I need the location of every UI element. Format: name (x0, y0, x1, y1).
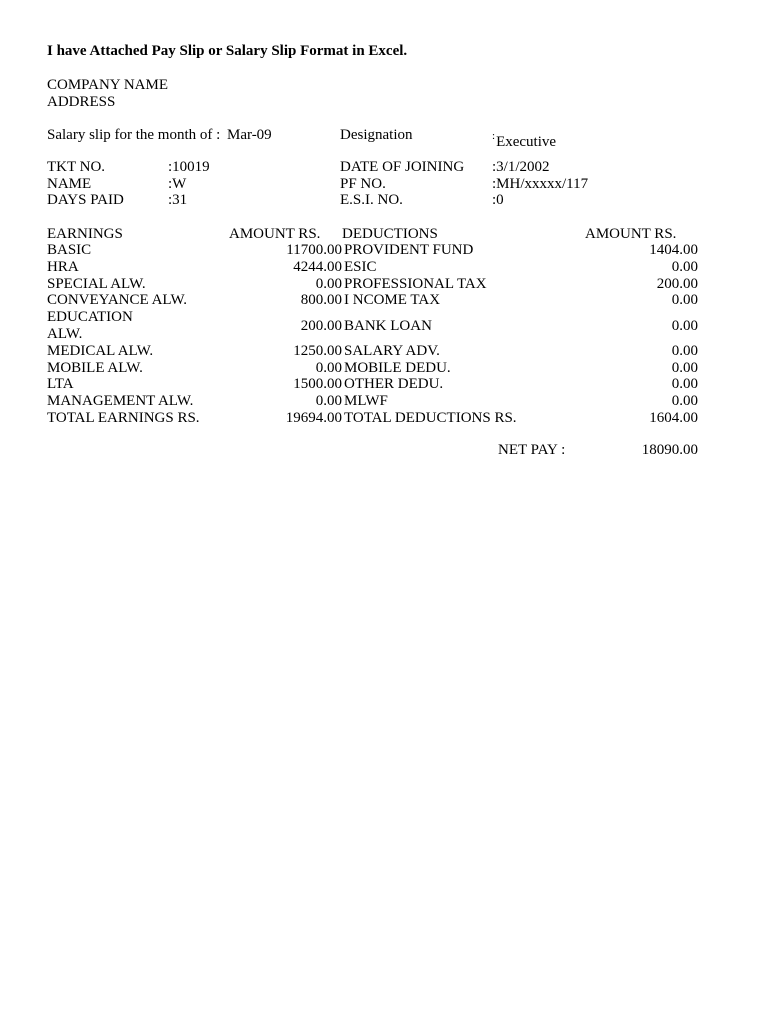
earning-amount: 4244.00 (293, 259, 342, 275)
deduction-label: PROFESSIONAL TAX (344, 276, 487, 292)
earnings-header: EARNINGS (47, 226, 123, 242)
earning-label: LTA (47, 376, 74, 392)
earning-amount: 0.00 (315, 393, 342, 409)
earning-label: SPECIAL ALW. (47, 276, 146, 292)
deductions-amount-header: AMOUNT RS. (585, 226, 677, 242)
total-earnings-amount: 19694.00 (285, 410, 342, 426)
deduction-label: OTHER DEDU. (344, 376, 444, 392)
company-address: ADDRESS (47, 94, 116, 110)
deduction-amount: 0.00 (671, 360, 698, 376)
period-label: Salary slip for the month of : (47, 127, 221, 143)
designation-text: Executive (496, 134, 557, 150)
deduction-label: BANK LOAN (344, 318, 432, 334)
net-pay-label: NET PAY : (498, 442, 566, 458)
esi-label: E.S.I. NO. (340, 192, 403, 208)
page-heading: I have Attached Pay Slip or Salary Slip Format in Excel. (47, 43, 408, 59)
deduction-label: MLWF (344, 393, 388, 409)
period-value: Mar-09 (227, 127, 272, 143)
net-pay-value: 18090.00 (641, 442, 698, 458)
earning-label-line2: ALW. (47, 326, 83, 342)
deduction-label: ESIC (344, 259, 377, 275)
earning-label: MANAGEMENT ALW. (47, 393, 194, 409)
deduction-amount: 0.00 (671, 318, 698, 334)
deductions-header: DEDUCTIONS (342, 226, 438, 242)
deduction-amount: 1404.00 (649, 242, 698, 258)
designation-value (492, 130, 557, 152)
earning-label: MOBILE ALW. (47, 360, 143, 376)
days-paid-label: DAYS PAID (47, 192, 124, 208)
designation-colon: : (492, 130, 496, 142)
name-label: NAME (47, 176, 92, 192)
deduction-label: I NCOME TAX (344, 292, 441, 308)
deduction-amount: 200.00 (656, 276, 698, 292)
doj-value: :3/1/2002 (492, 159, 550, 175)
earning-label: HRA (47, 259, 79, 275)
pf-value: :MH/xxxxx/117 (492, 176, 589, 192)
earnings-amount-header: AMOUNT RS. (229, 226, 321, 242)
earning-amount: 1250.00 (293, 343, 342, 359)
earning-amount: 11700.00 (286, 242, 342, 258)
earning-amount: 0.00 (315, 276, 342, 292)
total-deductions-label: TOTAL DEDUCTIONS RS. (344, 410, 517, 426)
total-deductions-amount: 1604.00 (649, 410, 698, 426)
esi-value: :0 (492, 192, 504, 208)
pf-label: PF NO. (340, 176, 386, 192)
earning-amount: 800.00 (300, 292, 342, 308)
earning-label: CONVEYANCE ALW. (47, 292, 188, 308)
earning-amount: 1500.00 (293, 376, 342, 392)
earning-label-line1: EDUCATION (47, 309, 133, 325)
company-name: COMPANY NAME (47, 77, 168, 93)
deduction-amount: 0.00 (671, 376, 698, 392)
deduction-amount: 0.00 (671, 292, 698, 308)
deduction-amount: 0.00 (671, 393, 698, 409)
earning-amount: 200.00 (300, 318, 342, 334)
deduction-label: PROVIDENT FUND (344, 242, 474, 258)
designation-label: Designation (340, 127, 413, 143)
deduction-label: MOBILE DEDU. (344, 360, 451, 376)
days-paid-value: :31 (168, 192, 188, 208)
earning-label: BASIC (47, 242, 92, 258)
doj-label: DATE OF JOINING (340, 159, 465, 175)
deduction-label: SALARY ADV. (344, 343, 440, 359)
earning-amount: 0.00 (315, 360, 342, 376)
tkt-label: TKT NO. (47, 159, 106, 175)
tkt-value: :10019 (168, 159, 210, 175)
name-value: :W (168, 176, 187, 192)
earning-label: MEDICAL ALW. (47, 343, 154, 359)
total-earnings-label: TOTAL EARNINGS RS. (47, 410, 200, 426)
deduction-amount: 0.00 (671, 259, 698, 275)
deduction-amount: 0.00 (671, 343, 698, 359)
